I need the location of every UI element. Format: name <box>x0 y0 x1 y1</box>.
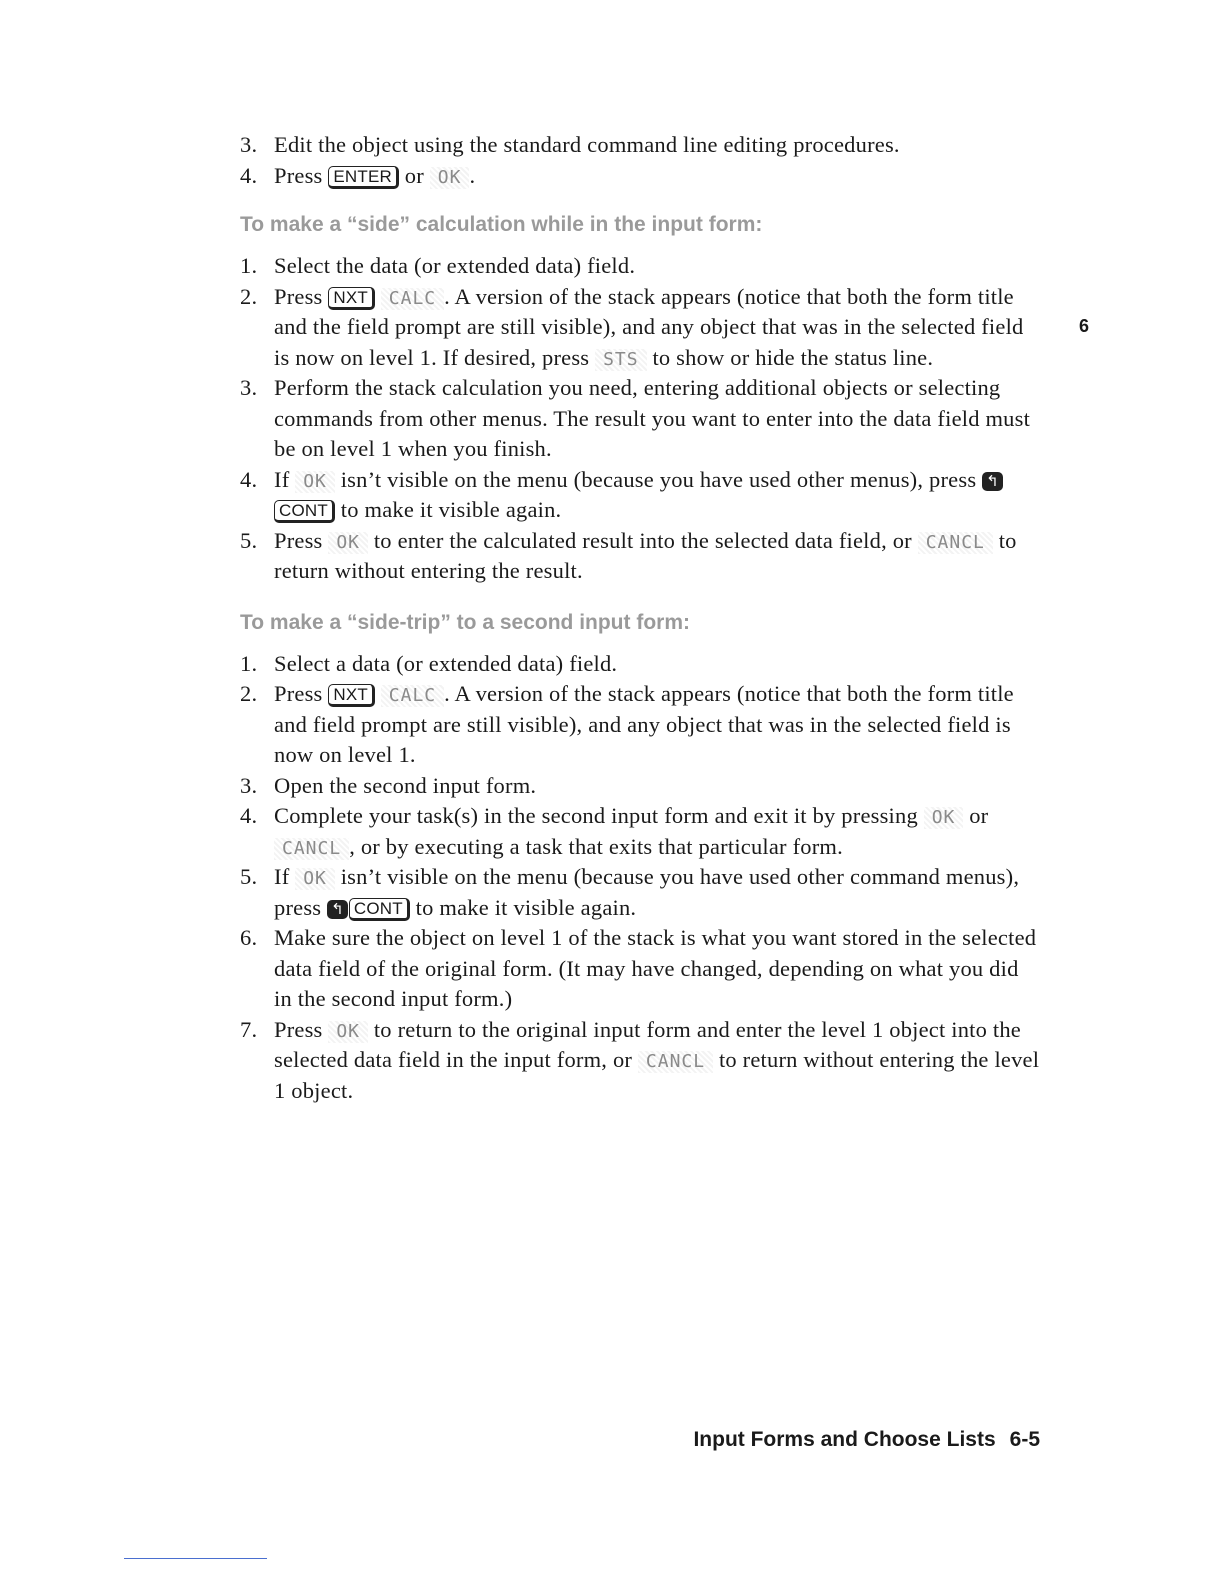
step-number: 4. <box>240 466 258 492</box>
list-item <box>240 923 1040 1015</box>
step-text: or <box>404 162 424 188</box>
step-number: 3. <box>240 132 258 157</box>
step-text: Perform the stack calculation you need, entering additional objects or selecting commands from other menus. The result you want to enter into the data field must be on level 1 when you finish. <box>274 375 1031 461</box>
step-number: 3. <box>240 772 258 798</box>
step-text: Select a data (or extended data) field. <box>274 650 618 676</box>
section-heading-side-calc: To make a “side” calculation while in the input form: <box>240 213 763 236</box>
cont-key: CONT <box>274 500 335 523</box>
side-trip-steps-list <box>240 649 1040 1107</box>
list-item <box>240 465 1040 526</box>
step-number: 1. <box>240 253 258 278</box>
step-text: Open the second input form. <box>274 772 537 798</box>
bottom-rule <box>124 1558 267 1559</box>
step-text: to make it visible again. <box>340 497 562 522</box>
step-number: 2. <box>240 681 258 706</box>
list-item <box>240 1015 1040 1107</box>
cancl-softkey: CANCL <box>274 838 349 860</box>
list-item <box>240 130 1040 161</box>
step-text: . <box>469 162 476 188</box>
ok-softkey: OK <box>328 532 368 554</box>
list-item <box>240 649 1040 680</box>
ok-softkey: OK <box>328 1021 368 1043</box>
footer-title: Input Forms and Choose Lists <box>693 1428 996 1451</box>
nxt-key: NXT <box>328 684 375 707</box>
step-text: . A version of the stack appears (notice that both the form title and field prompt are still visible), and any object that was in the selected field is now on level 1. <box>274 681 1014 767</box>
list-item <box>240 526 1040 587</box>
page-footer <box>693 1428 1040 1452</box>
step-number: 4. <box>240 803 258 828</box>
step-number: 5. <box>240 864 258 889</box>
step-text: If <box>274 466 290 492</box>
step-number: 7. <box>240 1016 258 1042</box>
list-item <box>240 282 1040 374</box>
step-text: to return without entering the result. <box>274 527 1017 583</box>
top-steps-list <box>240 130 1040 191</box>
ok-softkey: OK <box>295 868 335 890</box>
calc-softkey: CALC <box>381 288 444 310</box>
step-number: 3. <box>240 375 258 400</box>
step-text: . A version of the stack appears (notice that both the form title and the field prompt are still visible), and any object that was in the selected field is now on level 1. If desired, press <box>274 283 1024 370</box>
step-text: Press <box>274 681 323 706</box>
side-calc-steps-list <box>240 251 1040 587</box>
ok-softkey: OK <box>295 471 335 493</box>
step-number: 5. <box>240 527 258 553</box>
step-number: 1. <box>240 650 258 676</box>
page-number: 6-5 <box>1009 1428 1040 1451</box>
cont-key: CONT <box>349 898 410 921</box>
step-text: Press <box>274 1016 323 1042</box>
list-item <box>240 862 1040 923</box>
step-text: Select the data (or extended data) field. <box>274 253 636 278</box>
step-text: Complete your task(s) in the second input form and exit it by pressing <box>274 803 918 828</box>
step-number: 2. <box>240 283 258 309</box>
step-text: Press <box>274 527 323 553</box>
nxt-key: NXT <box>328 287 375 310</box>
sts-softkey: STS <box>595 349 647 371</box>
step-text: to make it visible again. <box>415 894 637 920</box>
left-shift-key-icon: ↰ <box>982 472 1003 491</box>
step-text: Edit the object using the standard command line editing procedures. <box>274 132 900 157</box>
enter-key: ENTER <box>328 166 399 189</box>
chapter-tab: 6 <box>1079 316 1090 336</box>
step-text: isn’t visible on the menu (because you have used other menus), press <box>340 466 977 492</box>
step-text: , or by executing a task that exits that particular form. <box>349 833 843 859</box>
cancl-softkey: CANCL <box>638 1051 713 1073</box>
step-text: to return to the original input form and enter the level 1 object into the selected data field in the input form, or <box>274 1016 1021 1072</box>
step-text: Make sure the object on level 1 of the stack is what you want stored in the selected data field of the original form. (It may have changed, depending on what you did in the second input form.) <box>274 925 1037 1011</box>
list-item <box>240 679 1040 771</box>
step-text: to show or hide the status line. <box>652 344 934 370</box>
list-item <box>240 801 1040 862</box>
ok-softkey: OK <box>924 807 964 829</box>
list-item <box>240 251 1040 282</box>
page-content <box>240 130 1040 1106</box>
section-heading-side-trip: To make a “side-trip” to a second input form: <box>240 610 690 634</box>
ok-softkey: OK <box>430 167 470 189</box>
list-item <box>240 161 1040 192</box>
step-text: to return without entering the level 1 object. <box>274 1047 1040 1103</box>
calc-softkey: CALC <box>381 685 444 707</box>
list-item <box>240 771 1040 802</box>
cancl-softkey: CANCL <box>918 532 993 554</box>
step-text: Press <box>274 162 323 188</box>
step-number: 6. <box>240 925 258 950</box>
step-number: 4. <box>240 162 258 188</box>
step-text: to enter the calculated result into the selected data field, or <box>373 527 912 553</box>
list-item <box>240 373 1040 465</box>
step-text: isn’t visible on the menu (because you have used other command menus), press <box>274 864 1020 920</box>
left-shift-key-icon: ↰ <box>327 900 348 919</box>
step-text: If <box>274 864 290 889</box>
step-text: Press <box>274 283 323 309</box>
step-text: or <box>969 803 989 828</box>
